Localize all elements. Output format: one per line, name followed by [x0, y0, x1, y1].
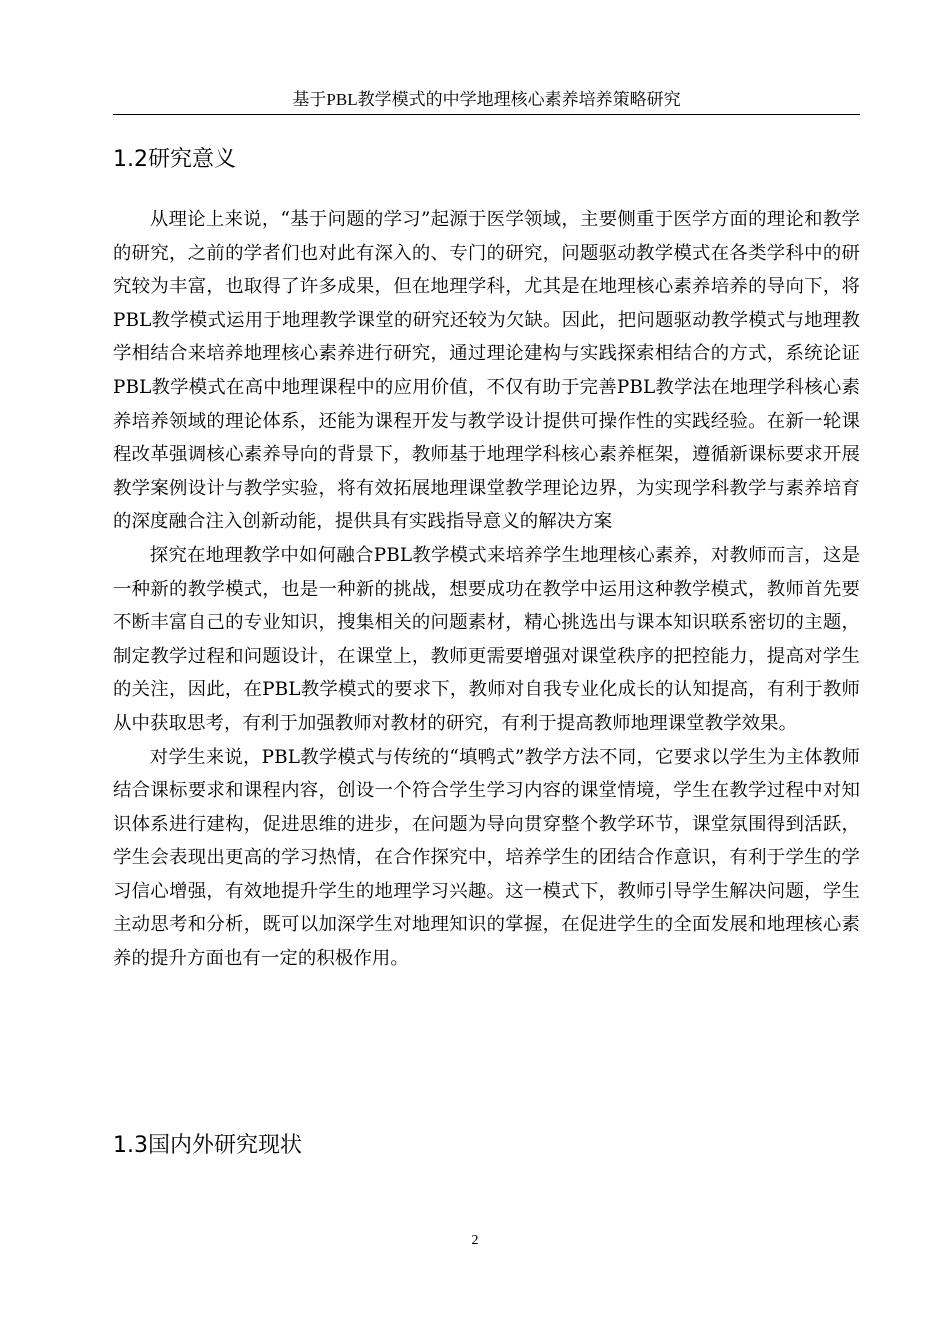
paragraph-teacher-significance: 探究在地理教学中如何融合PBL教学模式来培养学生地理核心素养，对教师而言，这是一种新的教学模式，也是一种新的挑战，想要成功在教学中运用这种教学模式，教师首先要不断丰富自己的专业知识，搜集相关的问题素材，精心挑选出与课本知识联系密切的主题，制定教学过程和问题设计，在课堂上，教师更需要增强对课堂秩序的把控能力，提高对学生的关注，因此，在PBL教学模式的要求下，教师对自我专业化成长的认知提高，有利于教师从中获取思考，有利于加强教师对教材的研究，有利于提高教师地理课堂教学效果。	[113, 544, 860, 734]
section-heading-1-2: 1.2研究意义	[113, 147, 236, 172]
paragraph-student-significance: 对学生来说，PBL教学模式与传统的“填鸭式”教学方法不同，它要求以学生为主体教师结合课标要求和课程内容，创设一个符合学生学习内容的课堂情境，学生在教学过程中对知识体系进行建构，促进思维的进步，在问题为导向贯穿整个教学环节，课堂氛围得到活跃，学生会表现出更高的学习热情，在合作探究中，培养学生的团结合作意识，有利于学生的学习信心增强，有效地提升学生的地理学习兴趣。这一模式下，教师引导学生解决问题，学生主动思考和分析，既可以加深学生对地理知识的掌握，在促进学生的全面发展和地理核心素养的提升方面也有一定的积极作用。	[113, 746, 860, 970]
paragraph-theory-significance: 从理论上来说，“基于问题的学习”起源于医学领域，主要侧重于医学方面的理论和教学的研究，之前的学者们也对此有深入的、专门的研究，问题驱动教学模式在各类学科中的研究较为丰富，也取得了许多成果，但在地理学科，尤其是在地理核心素养培养的导向下，将PBL教学模式运用于地理教学课堂的研究还较为欠缺。因此，把问题驱动教学模式与地理教学相结合来培养地理核心素养进行研究，通过理论建构与实践探索相结合的方式，系统论证PBL教学模式在高中地理课程中的应用价值，不仅有助于完善PBL教学法在地理学科核心素养培养领域的理论体系，还能为课程开发与教学设计提供可操作性的实践经验。在新一轮课程改革强调核心素养导向的背景下，教师基于地理学科核心素养框架，遵循新课标要求开展教学案例设计与教学实验，将有效拓展地理课堂教学理论边界，为实现学科教学与素养培育的深度融合注入创新动能，提供具有实践指导意义的解决方案	[113, 209, 860, 533]
running-header: 基于PBL教学模式的中学地理核心素养培养策略研究	[292, 90, 681, 109]
page-number: 2	[471, 1233, 479, 1248]
section-body-1-2	[113, 203, 860, 976]
header-rule	[113, 114, 860, 115]
section-heading-1-3: 1.3国内外研究现状	[113, 1133, 302, 1158]
